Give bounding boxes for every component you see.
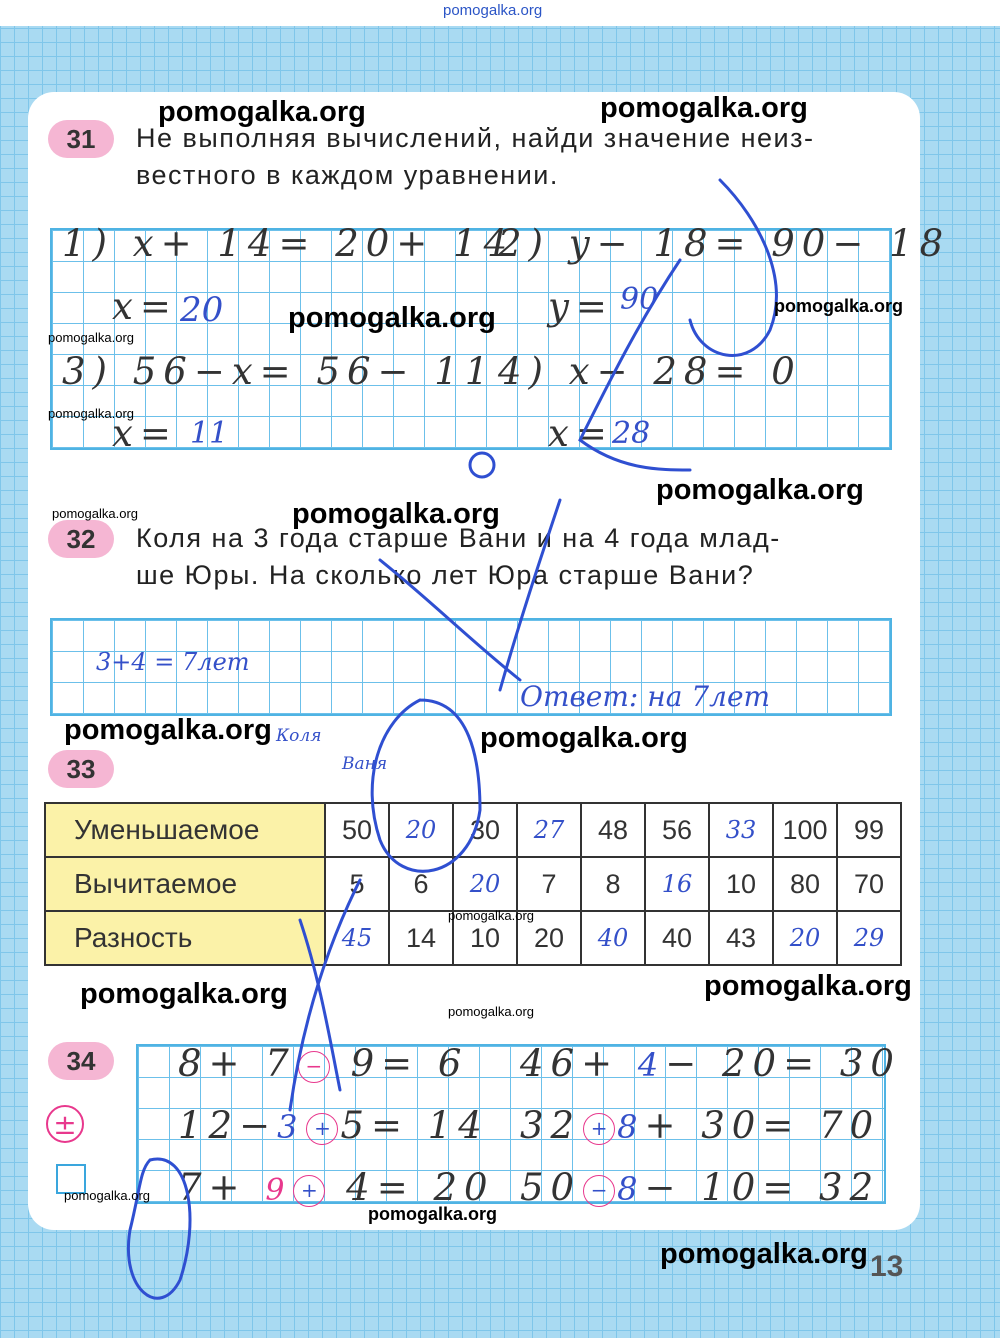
table-cell-handwritten: 45 xyxy=(325,911,389,965)
expr-part: 32 xyxy=(520,1104,582,1147)
scribble-stroke xyxy=(470,453,494,477)
equation-4: 4) x− 28= 0 xyxy=(498,350,802,393)
equation-2: 2) y− 18= 90− 18 xyxy=(498,222,951,265)
expr-fill: 4 xyxy=(637,1046,666,1084)
table-cell: 7 xyxy=(517,857,581,911)
table-cell: 10 xyxy=(453,911,517,965)
scribble-stroke xyxy=(580,260,690,470)
equation-3: 3) 56−x= 56− 11 xyxy=(62,350,496,393)
watermark: pomogalka.org xyxy=(64,1188,150,1203)
table-cell: 80 xyxy=(773,857,837,911)
task-31-number: 31 xyxy=(48,120,114,158)
top-watermark: pomogalka.org xyxy=(443,2,543,19)
task-34-number: 34 xyxy=(48,1042,114,1080)
table-cell-handwritten: 20 xyxy=(389,803,453,857)
watermark: pomogalka.org xyxy=(292,498,500,530)
watermark: pomogalka.org xyxy=(80,978,288,1010)
expr-part: 7+ xyxy=(178,1166,266,1209)
watermark: pomogalka.org xyxy=(288,302,496,334)
scribble-stroke xyxy=(500,500,560,690)
expr-fill: 3 xyxy=(277,1108,305,1146)
expr-fill: 8 xyxy=(617,1170,645,1208)
table-cell: 14 xyxy=(389,911,453,965)
equation-4-answer: 28 xyxy=(612,416,651,451)
table-cell-handwritten: 40 xyxy=(581,911,645,965)
equation-2-prefix: y= xyxy=(548,285,614,328)
watermark: pomogalka.org xyxy=(656,474,864,506)
row-header-minuend: Уменьшаемое xyxy=(45,803,325,857)
task-31-line2: вестного в каждом уравнении. xyxy=(136,160,559,190)
page-number: 13 xyxy=(870,1250,904,1283)
task-32-line2: ше Юры. На сколько лет Юра старше Вани? xyxy=(136,560,755,590)
watermark: pomogalka.org xyxy=(48,406,134,421)
watermark: pomogalka.org xyxy=(368,1204,498,1224)
table-cell-handwritten: 16 xyxy=(645,857,709,911)
table-cell: 5 xyxy=(325,857,389,911)
expr-part: + 30= 70 xyxy=(644,1104,881,1147)
table-cell: 99 xyxy=(837,803,901,857)
operator-circle: − xyxy=(298,1051,330,1083)
watermark: pomogalka.org xyxy=(600,92,808,124)
table-cell: 43 xyxy=(709,911,773,965)
row-header-difference: Разность xyxy=(45,911,325,965)
watermark: pomogalka.org xyxy=(48,330,134,345)
equation-3-answer: 11 xyxy=(190,416,229,451)
expr-part: 9= 6 xyxy=(331,1042,469,1085)
expr-part: 50 xyxy=(520,1166,582,1209)
note-kolya: Коля xyxy=(276,726,322,746)
watermark: pomogalka.org xyxy=(480,722,688,754)
scribble-stroke xyxy=(300,920,340,1090)
watermark: pomogalka.org xyxy=(158,96,366,128)
equation-1-prefix: x= xyxy=(112,285,178,328)
equation-4-prefix: x= xyxy=(548,412,614,455)
expr-fill: 8 xyxy=(617,1108,645,1146)
table-cell: 48 xyxy=(581,803,645,857)
equation-1: 1) x+ 14= 20+ 14 xyxy=(62,222,515,265)
watermark: pomogalka.org xyxy=(660,1238,868,1270)
table-cell-handwritten: 33 xyxy=(709,803,773,857)
table-cell: 30 xyxy=(453,803,517,857)
table-cell-handwritten: 20 xyxy=(453,857,517,911)
watermark: pomogalka.org xyxy=(52,506,138,521)
scribble-stroke xyxy=(372,700,480,871)
equation-3-prefix: x= xyxy=(112,412,178,455)
note-vanya: Ваня xyxy=(342,754,388,774)
plus-minus-icon: ± xyxy=(46,1105,84,1143)
operator-circle: − xyxy=(583,1175,615,1207)
table-cell: 70 xyxy=(837,857,901,911)
watermark: pomogalka.org xyxy=(64,714,272,746)
operator-circle: + xyxy=(583,1113,615,1145)
table-cell: 56 xyxy=(645,803,709,857)
table-cell: 8 xyxy=(581,857,645,911)
table-cell: 100 xyxy=(773,803,837,857)
expr-part: 8+ 7 xyxy=(178,1042,296,1085)
expr-part: 4= 20 xyxy=(327,1166,495,1209)
expr-part: 46+ xyxy=(520,1042,638,1085)
task-33-number: 33 xyxy=(48,750,114,788)
table-cell-handwritten: 20 xyxy=(773,911,837,965)
expr-part: − 10= 32 xyxy=(644,1166,881,1209)
watermark: pomogalka.org xyxy=(448,1004,534,1019)
table-cell-handwritten: 29 xyxy=(837,911,901,965)
expr-part: 5= 14 xyxy=(340,1104,489,1147)
watermark: pomogalka.org xyxy=(448,908,534,923)
scribble-stroke xyxy=(690,180,776,355)
task-32-line1: Коля на 3 года старше Вани и на 4 года млад- xyxy=(136,523,781,553)
row-header-subtrahend: Вычитаемое xyxy=(45,857,325,911)
equation-2-answer: 90 xyxy=(620,282,659,317)
table-cell: 40 xyxy=(645,911,709,965)
operator-circle: + xyxy=(306,1113,338,1145)
task-32-number: 32 xyxy=(48,520,114,558)
expr-fill: 9 xyxy=(265,1173,292,1208)
task-32-solution: 3+4 = 7лет xyxy=(96,648,250,676)
table-cell: 50 xyxy=(325,803,389,857)
operator-circle: + xyxy=(293,1175,325,1207)
watermark: pomogalka.org xyxy=(704,970,912,1002)
scribble-stroke xyxy=(380,560,520,680)
scribble-stroke xyxy=(290,880,360,1110)
expr-part: − 20= 30 xyxy=(665,1042,901,1085)
table-cell: 10 xyxy=(709,857,773,911)
table-cell: 6 xyxy=(389,857,453,911)
task-32-answer: Ответ: на 7лет xyxy=(520,680,771,713)
watermark: pomogalka.org xyxy=(774,296,904,316)
task-31-line1: Не выполняя вычислений, найди значение неиз- xyxy=(136,123,815,153)
equation-1-answer: 20 xyxy=(180,290,224,330)
scribble-stroke xyxy=(128,1159,190,1298)
table-cell-handwritten: 27 xyxy=(517,803,581,857)
table-cell: 20 xyxy=(517,911,581,965)
expr-part: 12− xyxy=(178,1104,278,1147)
